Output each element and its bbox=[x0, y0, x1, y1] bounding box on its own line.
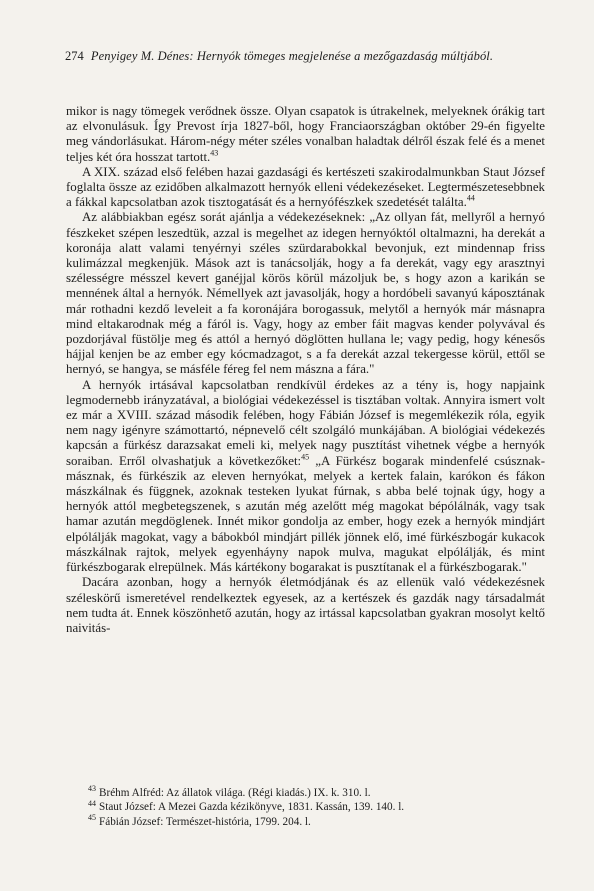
footnote-reference: 45 bbox=[301, 452, 310, 462]
paragraph bbox=[66, 210, 545, 377]
running-head bbox=[65, 48, 545, 64]
footnote bbox=[88, 800, 543, 814]
body-text bbox=[66, 104, 545, 636]
paragraph bbox=[66, 378, 545, 576]
page-number: 274 bbox=[65, 49, 84, 63]
footnote-number: 44 bbox=[88, 798, 96, 808]
running-head-title: Penyigey M. Dénes: Hernyók tömeges megjelenése a mezőgazdaság múltjából. bbox=[90, 49, 494, 63]
paragraph bbox=[66, 104, 545, 165]
paragraph-text: A XIX. század első felében hazai gazdasági és kertészeti szakirodalmunkban Staut József foglalta össze az ezidőben alkalmazott hernyók elleni védekezéseket. Legtermészetesebbnek a fákkal kapcsolatban azok tisztogatását és a hernyófészkek szedetését találta. bbox=[66, 164, 545, 210]
footnote bbox=[88, 786, 543, 800]
footnote-reference: 43 bbox=[210, 148, 219, 158]
footnote-text: Fábián József: Természet-história, 1799. 204. l. bbox=[99, 815, 311, 828]
paragraph-text: Az alábbiakban egész sorát ajánlja a védekezéseknek: „Az ollyan fát, mellyről a hernyó fészkeket szépen leszedtük, azzal is megelhet az idegen hernyóktól oltalmazni, ha derekát a koronája alatt valami tenyérnyi széles szürdarabokkal bevonjuk, ezt mindennap friss kulimázzal megkenjük. Mások azt is tanácsolják, hogy a fa derekát, vagy egy arasztnyi szélességre mésszel kevert ganéjjal körös körül mázoljuk be, s hogy azon a karikán se mennének által a hernyók. Némellyek azt javasolják, hogy a hordóbeli savanyú káposztának már rothadni kezdő leveleit a fa koronájára borogassuk, melytől a hernyók már másnapra mind eltakarodnak még a fáról is. Vagy, hogy az ember fáit magvas kender polyvával és pozdorjával füstölje meg és attól a hernyó döglötten hullana le; vagy pedig, hogy kénesős hájjal kenjen be az ember egy kócmadzagot, s a fa derekát azzal tekergesse körül, ettől se hernyó, se hangya, se másféle féreg fel nem mászna a fára." bbox=[66, 210, 545, 377]
paragraph bbox=[66, 575, 545, 636]
footnote-text: Bréhm Alfréd: Az állatok világa. (Régi kiadás.) IX. k. 310. l. bbox=[99, 787, 371, 799]
footnote-text: Staut József: A Mezei Gazda kézikönyve, 1831. Kassán, 139. 140. l. bbox=[99, 801, 405, 814]
paragraph-text: Dacára azonban, hogy a hernyók életmódjának és az ellenük való védekezésnek széleskörű ismeretével rendelkeztek egyesek, az a kertészek és gazdák nagy társadalmát nem tudta át. Ennek köszönhető azután, hogy az irtással kapcsolatban gyakran mosolyt keltő naivitás- bbox=[66, 575, 545, 635]
footnotes bbox=[88, 786, 543, 829]
footnote-number: 45 bbox=[88, 813, 96, 823]
paragraph bbox=[66, 165, 545, 211]
paragraph-text: A hernyók irtásával kapcsolatban rendkívül érdekes az a tény is, hogy napjaink legmodernebb irányzatával, a biológiai védekezéssel is tisztában voltak. Annyira ismert volt ez már a XVIII. század második felében, hogy Fábián József is megemlékezik róla, egyik nem nagy igényre számottartó, népnevelő célt szolgáló munkájában. A biológiai védekezés kapcsán a fürkész darazsakat emeli ki, melyek nagy pusztítást vihetnek végbe a hernyók soraiban. Erről olvashatjuk a következőket: bbox=[66, 377, 545, 468]
paragraph-text: „A Fürkész bogarak mindenfelé csúsznak-másznak, és fürkészik az eleven hernyókat, melyek a kertek falain, karókon és fákon mászkálnak és függnek, azoknak testeken lyukat fúrnak, s abba belé tojnak úgy, hogy a hernyók attól megbetegszenek, s azután még azelőtt még magokat bépólálnák, vagy tsak hamar azután megdöglenek. Innét mikor gondolja az ember, hogy ezek a hernyók mindjárt elpólálják magokat, vagy a bábokból mindjárt pillék jönnek elő, imé fürkészbogár kukacok mászkálnak rajtok, melyek egyenháyny napok mulva, magukat elpólálják, és mint fürkészbogarak elrepülnek. Más kártékony bogarakat is pusztítanak el a fürkészbogarak." bbox=[66, 453, 545, 575]
footnote-reference: 44 bbox=[466, 193, 475, 203]
footnote bbox=[88, 815, 543, 829]
footnote-number: 43 bbox=[88, 784, 96, 794]
paragraph-text: mikor is nagy tömegek verődnek össze. Olyan csapatok is útrakelnek, melyeknek órákig tart az elvonulásuk. Így Prevost írja 1827-ből, hogy Franciaországban október 29-én figyelte meg vándorlásukat. Három-négy méter széles vonalban haladtak délről észak felé és a menet teljes két óra hosszat tartott. bbox=[66, 104, 545, 164]
